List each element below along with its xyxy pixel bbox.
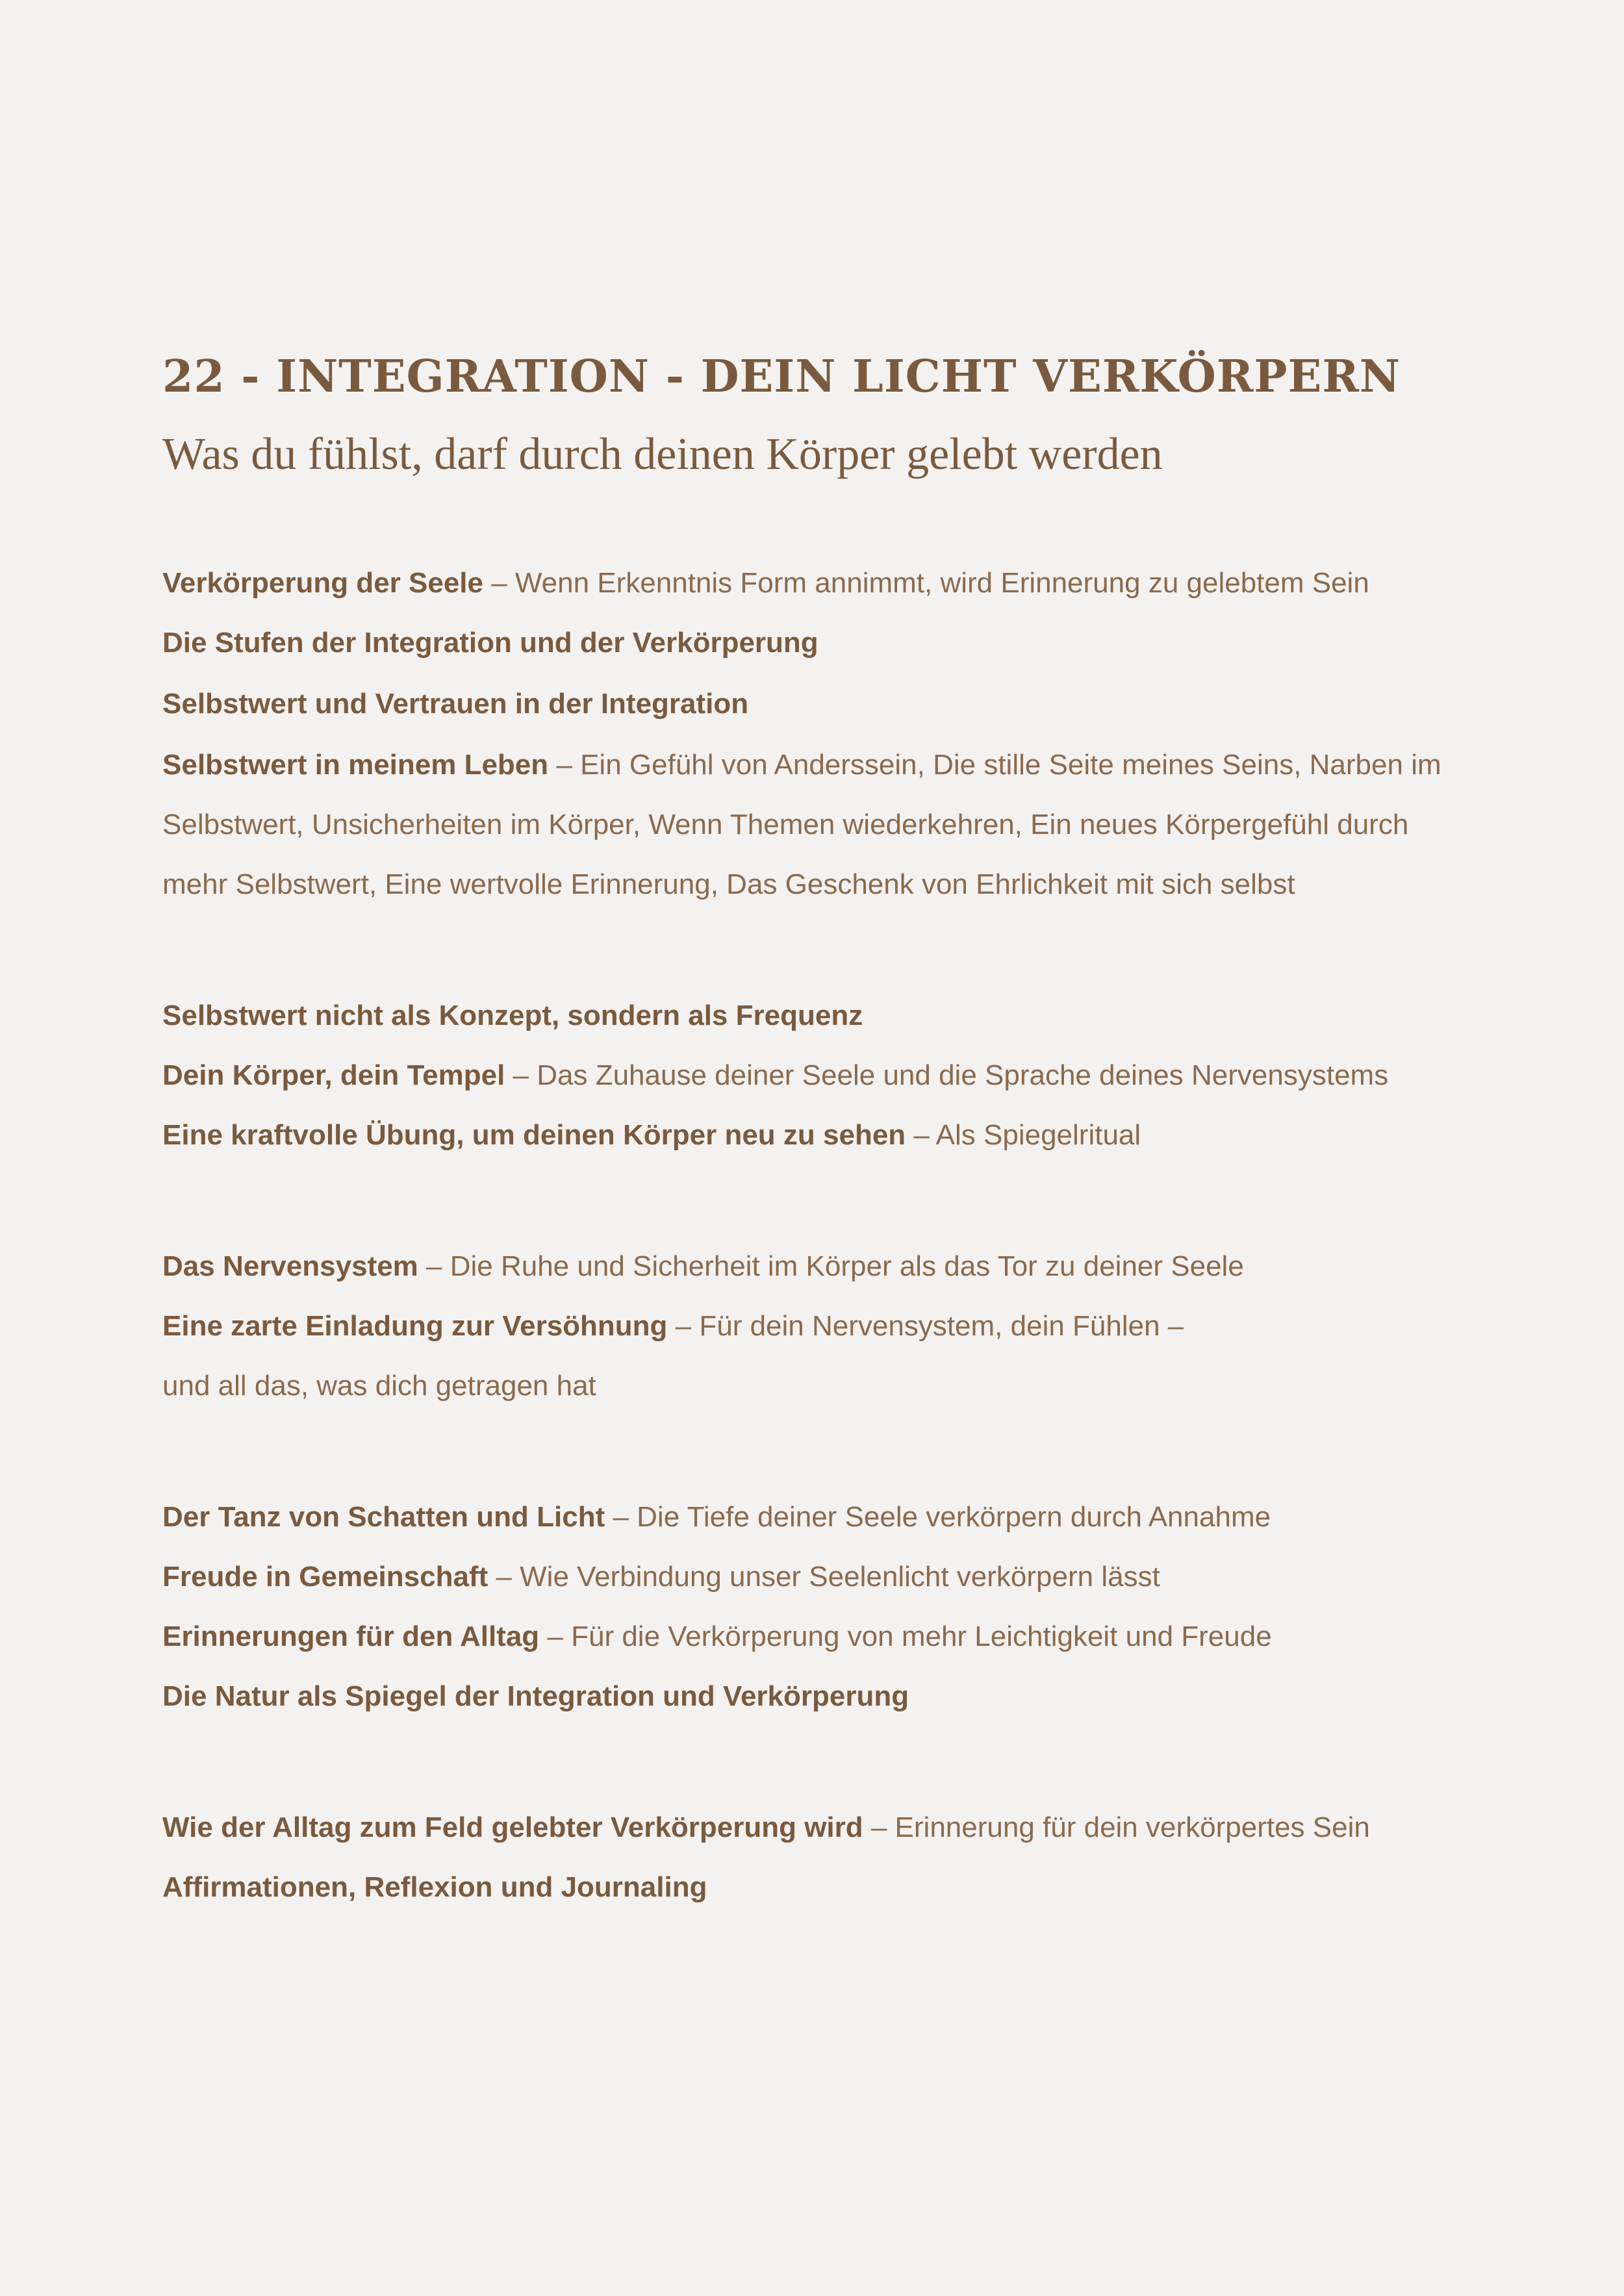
entry-description: – Die Tiefe deiner Seele verkörpern durch Annahme (605, 1501, 1271, 1533)
list-item (162, 1667, 1475, 1726)
entry-heading: Freude in Gemeinschaft (162, 1561, 488, 1593)
contents-list (162, 553, 1475, 1917)
list-item (162, 1487, 1475, 1547)
entry-heading: Selbstwert nicht als Konzept, sondern als Frequenz (162, 1000, 863, 1031)
entry-heading: Das Nervensystem (162, 1250, 418, 1282)
section-spacer (162, 915, 1475, 986)
entry-description: und all das, was dich getragen hat (162, 1370, 596, 1402)
entry-heading: Die Stufen der Integration und der Verkörperung (162, 627, 818, 659)
entry-heading: Erinnerungen für den Alltag (162, 1621, 540, 1652)
list-item (162, 1296, 1475, 1356)
list-item (162, 1237, 1475, 1296)
entry-heading: Dein Körper, dein Tempel (162, 1059, 505, 1091)
entry-heading: Eine kraftvolle Übung, um deinen Körper neu zu sehen (162, 1119, 906, 1151)
list-item (162, 986, 1475, 1046)
entry-heading: Affirmationen, Reflexion und Journaling (162, 1871, 707, 1903)
list-item (162, 1105, 1475, 1165)
list-item (162, 735, 1475, 915)
list-item (162, 613, 1475, 673)
entry-heading: Selbstwert in meinem Leben (162, 749, 549, 781)
list-item (162, 1356, 1475, 1416)
page-title: 22 - INTEGRATION - DEIN LICHT VERKÖRPERN (162, 351, 1401, 403)
section-spacer (162, 1726, 1475, 1798)
entry-description: – Als Spiegelritual (906, 1119, 1141, 1151)
entry-description: – Die Ruhe und Sicherheit im Körper als das Tor zu deiner Seele (418, 1250, 1244, 1282)
list-item (162, 673, 1475, 735)
page-subtitle: Was du fühlst, darf durch deinen Körper gelebt werden (162, 429, 1163, 479)
section-spacer (162, 1416, 1475, 1487)
entry-heading: Selbstwert und Vertrauen in der Integration (162, 688, 749, 720)
entry-heading: Der Tanz von Schatten und Licht (162, 1501, 605, 1533)
entry-description: – Wie Verbindung unser Seelenlicht verkörpern lässt (488, 1561, 1160, 1593)
list-item (162, 553, 1475, 613)
entry-heading: Die Natur als Spiegel der Integration und Verkörperung (162, 1680, 909, 1712)
entry-heading: Wie der Alltag zum Feld gelebter Verkörperung wird (162, 1811, 863, 1843)
entry-description: – Für die Verkörperung von mehr Leichtigkeit und Freude (539, 1621, 1272, 1652)
list-item (162, 1547, 1475, 1607)
entry-description: – Das Zuhause deiner Seele und die Sprache deines Nervensystems (505, 1059, 1389, 1091)
document-page (162, 338, 1475, 1917)
entry-description: – Für dein Nervensystem, dein Fühlen – (667, 1310, 1184, 1342)
section-spacer (162, 1165, 1475, 1237)
entry-heading: Eine zarte Einladung zur Versöhnung (162, 1310, 668, 1342)
list-item (162, 1607, 1475, 1667)
entry-description: – Wenn Erkenntnis Form annimmt, wird Erinnerung zu gelebtem Sein (483, 567, 1369, 599)
list-item (162, 1046, 1475, 1105)
list-item (162, 1798, 1475, 1858)
entry-heading: Verkörperung der Seele (162, 567, 483, 599)
entry-description: – Erinnerung für dein verkörpertes Sein (863, 1811, 1370, 1843)
list-item (162, 1858, 1475, 1917)
entry-description: – Ein Gefühl von Anderssein, Die stille Seite meines Seins, Narben im Selbstwert, Unsicherheiten im Körper, Wenn Themen wiederkehren, Ein neues Körpergefühl durch mehr Selbstwert, Eine wertvolle Erinnerung, Das Geschenk von Ehrlichkeit mit sich selbst (162, 749, 1441, 900)
